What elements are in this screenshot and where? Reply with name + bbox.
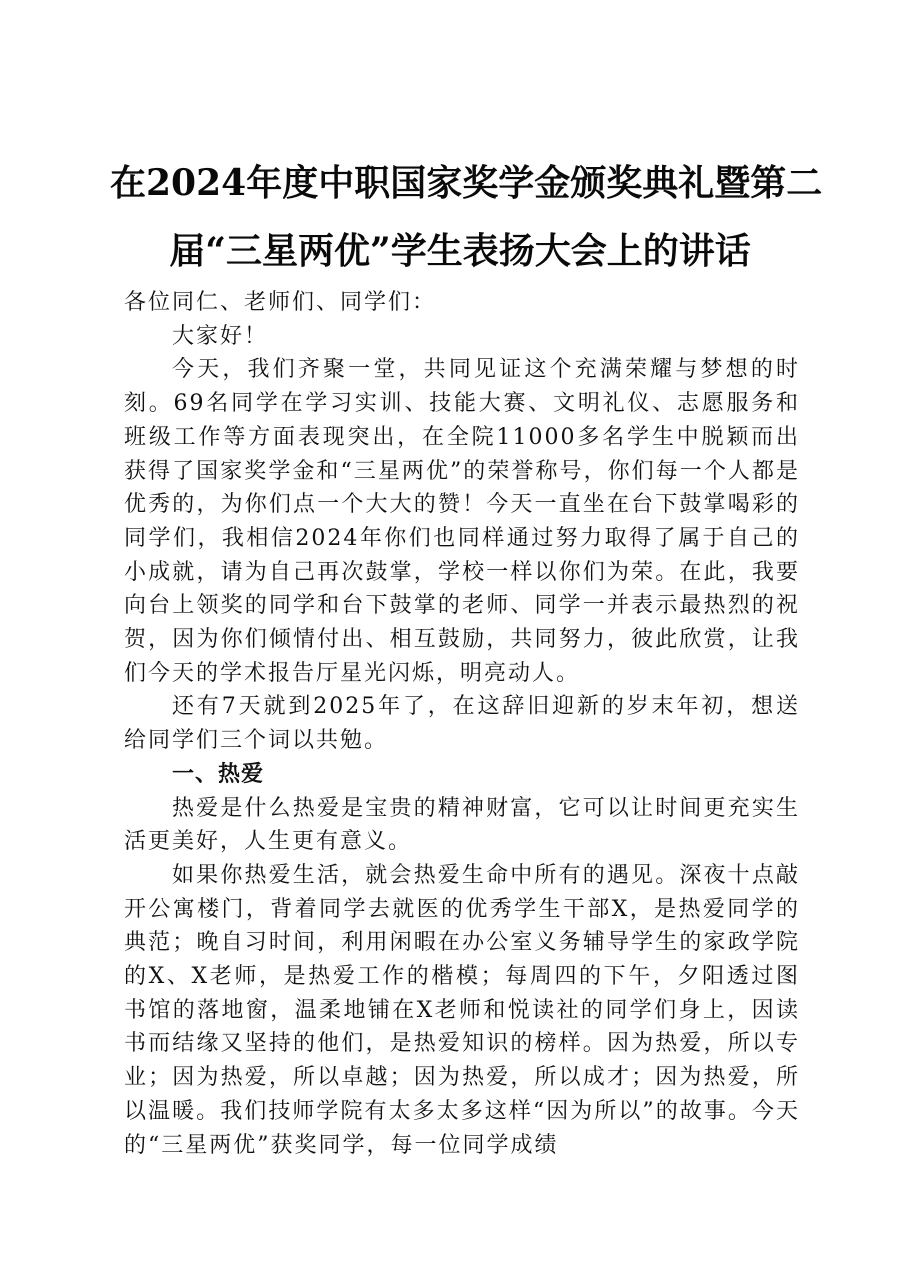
document-title-line-1: 在2024年度中职国家奖学金颁奖典礼暨第二 [110, 162, 823, 204]
salutation: 各位同仁、老师们、同学们： [124, 290, 437, 315]
greeting: 大家好！ [172, 323, 269, 349]
document-body [124, 286, 800, 1162]
document-title-line-2: 届“三星两优”学生表扬大会上的讲话 [169, 230, 751, 272]
paragraph-passion-definition: 热爱是什么热爱是宝贵的精神财富，它可以让时间更充实生活更美好，人生更有意义。 [124, 795, 800, 855]
paragraph-passion-examples: 如果你热爱生活，就会热爱生命中所有的遇见。深夜十点敲开公寓楼门，背着同学去就医的优秀学生干部X，是热爱同学的典范；晚自习时间，利用闲暇在办公室义务辅导学生的家政学院的X、X老师，是热爱工作的楷模；每周四的下午，夕阳透过图书馆的落地窗，温柔地铺在X老师和悦读社的同学们身上，因读书而结缘又坚持的他们，是热爱知识的榜样。因为热爱，所以专业；因为热爱，所以卓越；因为热爱，所以成才；因为热爱，所以温暖。我们技师学院有太多太多这样“因为所以”的故事。今天的“三星两优”获奖同学，每一位同学成绩 [124, 862, 800, 1158]
section-heading-passion: 一、热爱 [172, 761, 265, 787]
paragraph-new-year: 还有7天就到2025年了，在这辞旧迎新的岁末年初，想送给同学们三个词以共勉。 [124, 694, 800, 754]
paragraph-opening: 今天，我们齐聚一堂，共同见证这个充满荣耀与梦想的时刻。69名同学在学习实训、技能大赛、文明礼仪、志愿服务和班级工作等方面表现突出，在全院11000多名学生中脱颖而出获得了国家奖学金和“三星两优”的荣誉称号，你们每一个人都是优秀的，为你们点一个大大的赞！今天一直坐在台下鼓掌喝彩的同学们，我相信2024年你们也同样通过努力取得了属于自己的小成就，请为自己再次鼓掌，学校一样以你们为荣。在此，我要向台上领奖的同学和台下鼓掌的老师、同学一并表示最热烈的祝贺，因为你们倾情付出、相互鼓励，共同努力，彼此欣赏，让我们今天的学术报告厅星光闪烁，明亮动人。 [124, 357, 800, 686]
